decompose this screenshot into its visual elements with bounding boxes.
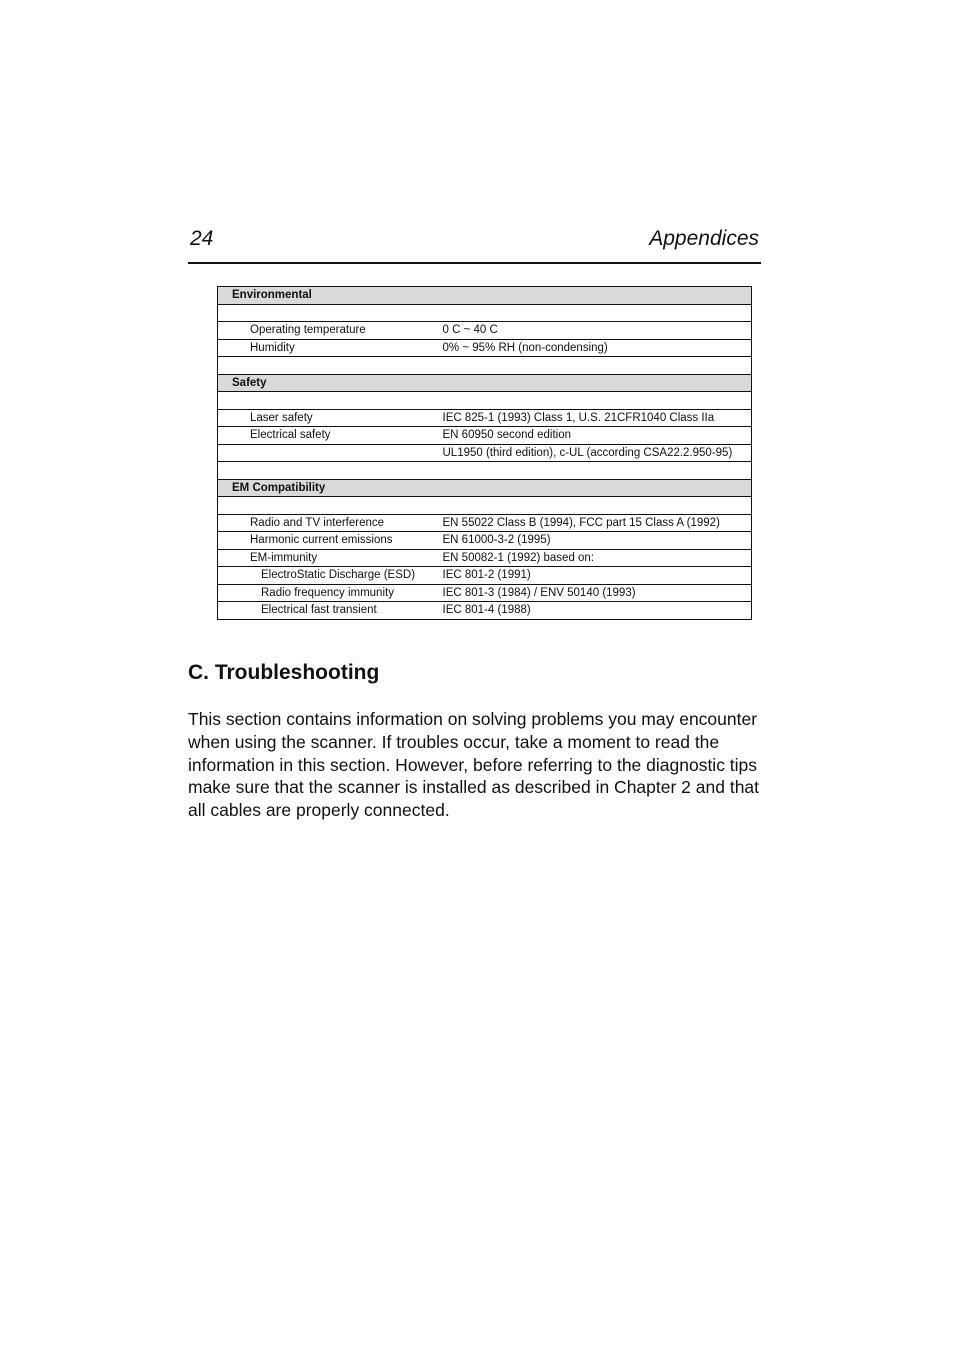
table-row (218, 584, 752, 602)
page-header (188, 224, 761, 264)
section-header-safety (218, 374, 752, 392)
table-row (218, 427, 752, 445)
spec-label: EM-immunity (218, 549, 442, 567)
table-row (218, 567, 752, 585)
spacer-row (218, 304, 752, 322)
table-row (218, 444, 752, 462)
table-row (218, 532, 752, 550)
table-row (218, 514, 752, 532)
spec-label: ElectroStatic Discharge (ESD) (218, 567, 442, 585)
table-row (218, 549, 752, 567)
table-row (218, 409, 752, 427)
table-row (218, 602, 752, 620)
spec-label: Radio and TV interference (218, 514, 442, 532)
spec-value: EN 50082-1 (1992) based on: (442, 549, 752, 567)
running-title: Appendices (649, 227, 759, 250)
spec-label: Laser safety (218, 409, 442, 427)
spec-label: Operating temperature (218, 322, 442, 340)
spec-value: IEC 801-3 (1984) / ENV 50140 (1993) (442, 584, 752, 602)
troubleshooting-body: This section contains information on solving problems you may encounter when using the scanner. If troubles occur, take a moment to read the information in this section. However, before referring to the diagnostic tips make sure that the scanner is installed as described in Chapter 2 and that all cables are properly connected. (188, 709, 760, 821)
troubleshooting-heading: C. Troubleshooting (188, 661, 380, 684)
spacer-row (218, 497, 752, 515)
page-number: 24 (190, 227, 214, 250)
section-title: Safety (218, 374, 752, 392)
spec-label: Radio frequency immunity (218, 584, 442, 602)
spec-label (218, 444, 442, 462)
spec-value: EN 55022 Class B (1994), FCC part 15 Class A (1992) (442, 514, 752, 532)
spec-value: EN 61000-3-2 (1995) (442, 532, 752, 550)
spec-value: IEC 801-2 (1991) (442, 567, 752, 585)
spec-label: Electrical fast transient (218, 602, 442, 620)
spec-value: IEC 825-1 (1993) Class 1, U.S. 21CFR1040 Class IIa (442, 409, 752, 427)
spec-value: UL1950 (third edition), c-UL (according CSA22.2.950-95) (442, 444, 752, 462)
spec-value: IEC 801-4 (1988) (442, 602, 752, 620)
spacer-row (218, 357, 752, 375)
table-row (218, 339, 752, 357)
spec-label: Humidity (218, 339, 442, 357)
spec-value: 0 C ~ 40 C (442, 322, 752, 340)
spacer-row (218, 462, 752, 480)
spec-value: 0% ~ 95% RH (non-condensing) (442, 339, 752, 357)
spec-label: Electrical safety (218, 427, 442, 445)
section-header-environmental (218, 287, 752, 305)
spec-value: EN 60950 second edition (442, 427, 752, 445)
table-row (218, 322, 752, 340)
section-title: EM Compatibility (218, 479, 752, 497)
spacer-row (218, 392, 752, 410)
section-title: Environmental (218, 287, 752, 305)
section-header-em-compatibility (218, 479, 752, 497)
specifications-table (217, 286, 752, 620)
spec-label: Harmonic current emissions (218, 532, 442, 550)
